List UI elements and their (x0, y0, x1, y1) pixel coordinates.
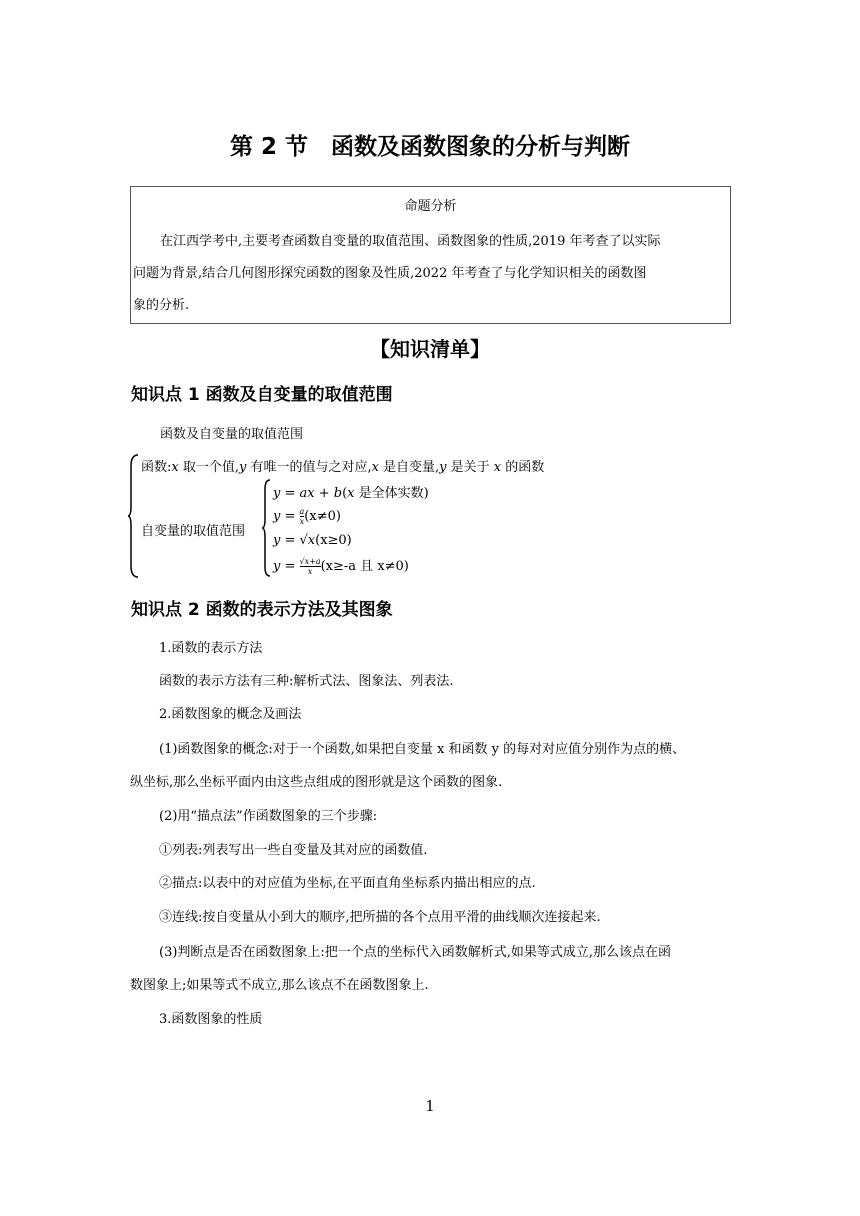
kp1-intro: 函数及自变量的取值范围 (160, 427, 304, 442)
kp2-line: 1.函数的表示方法 (159, 641, 263, 656)
knowledge-point-2-title: 知识点 2 函数的表示方法及其图象 (131, 600, 393, 620)
frac-numerator: √x+a (299, 557, 321, 566)
range-case-reciprocal: 𝑦 = $\frac{a}{x}$ (x≠0) (273, 507, 341, 526)
page-title: 第 2 节 函数及函数图象的分析与判断 (229, 134, 631, 160)
range-case-sqrt: 𝑦 = √𝑥(x≥0) (273, 533, 352, 548)
inner-brace (262, 479, 272, 577)
kp2-line: 2.函数图象的概念及画法 (159, 707, 302, 722)
outer-brace (128, 454, 140, 578)
page-number: 1 (425, 1097, 435, 1115)
kp2-line: 3.函数图象的性质 (159, 1012, 263, 1027)
analysis-line: 问题为背景,结合几何图形探究函数的图象及性质,2022 年考查了与化学知识相关的函数图 (133, 266, 647, 281)
analysis-line: 象的分析. (133, 298, 190, 313)
kp2-line: (3)判断点是否在函数图象上:把一个点的坐标代入函数解析式,如果等式成立,那么该点在函 (159, 945, 672, 960)
analysis-heading: 命题分析 (404, 199, 457, 214)
kp2-line: (1)函数图象的概念:对于一个函数,如果把自变量 x 和函数 y 的每对对应值分别作为点的横、 (159, 742, 686, 757)
kp2-line: 数图象上;如果等式不成立,那么该点不在函数图象上. (130, 978, 429, 993)
frac-denominator: x (299, 517, 305, 526)
kp2-line: (2)用“描点法”作函数图象的三个步骤: (159, 809, 378, 824)
range-label: 自变量的取值范围 (141, 524, 246, 539)
frac-numerator: a (299, 507, 305, 516)
kp2-step: ②描点:以表中的对应值为坐标,在平面直角坐标系内描出相应的点. (159, 876, 536, 891)
function-definition: 函数:𝑥 取一个值,𝑦 有唯一的值与之对应,𝑥 是自变量,𝑦 是关于 𝑥 的函数 (141, 460, 545, 475)
range-case-linear: 𝑦 = 𝑎𝑥 + 𝑏(𝑥 是全体实数) (273, 486, 429, 501)
analysis-line: 在江西学考中,主要考查函数自变量的取值范围、函数图象的性质,2019 年考查了以实际 (160, 234, 661, 249)
kp2-line: 纵坐标,那么坐标平面内由这些点组成的图形就是这个函数的图象. (130, 775, 503, 790)
frac-denominator: x (300, 566, 321, 576)
kp2-line: 函数的表示方法有三种:解析式法、图象法、列表法. (159, 674, 454, 689)
range-case-sqrt-fraction: 𝑦 = $\frac{√x+a}{x}$ (x≥-a 且 x≠0) (273, 557, 409, 576)
kp2-step: ①列表:列表写出一些自变量及其对应的函数值. (159, 843, 428, 858)
kp2-step: ③连线:按自变量从小到大的顺序,把所描的各个点用平滑的曲线顺次连接起来. (159, 910, 601, 925)
analysis-box (130, 186, 731, 324)
section-heading: 【知识清单】 (370, 337, 490, 361)
knowledge-point-1-title: 知识点 1 函数及自变量的取值范围 (131, 385, 393, 405)
